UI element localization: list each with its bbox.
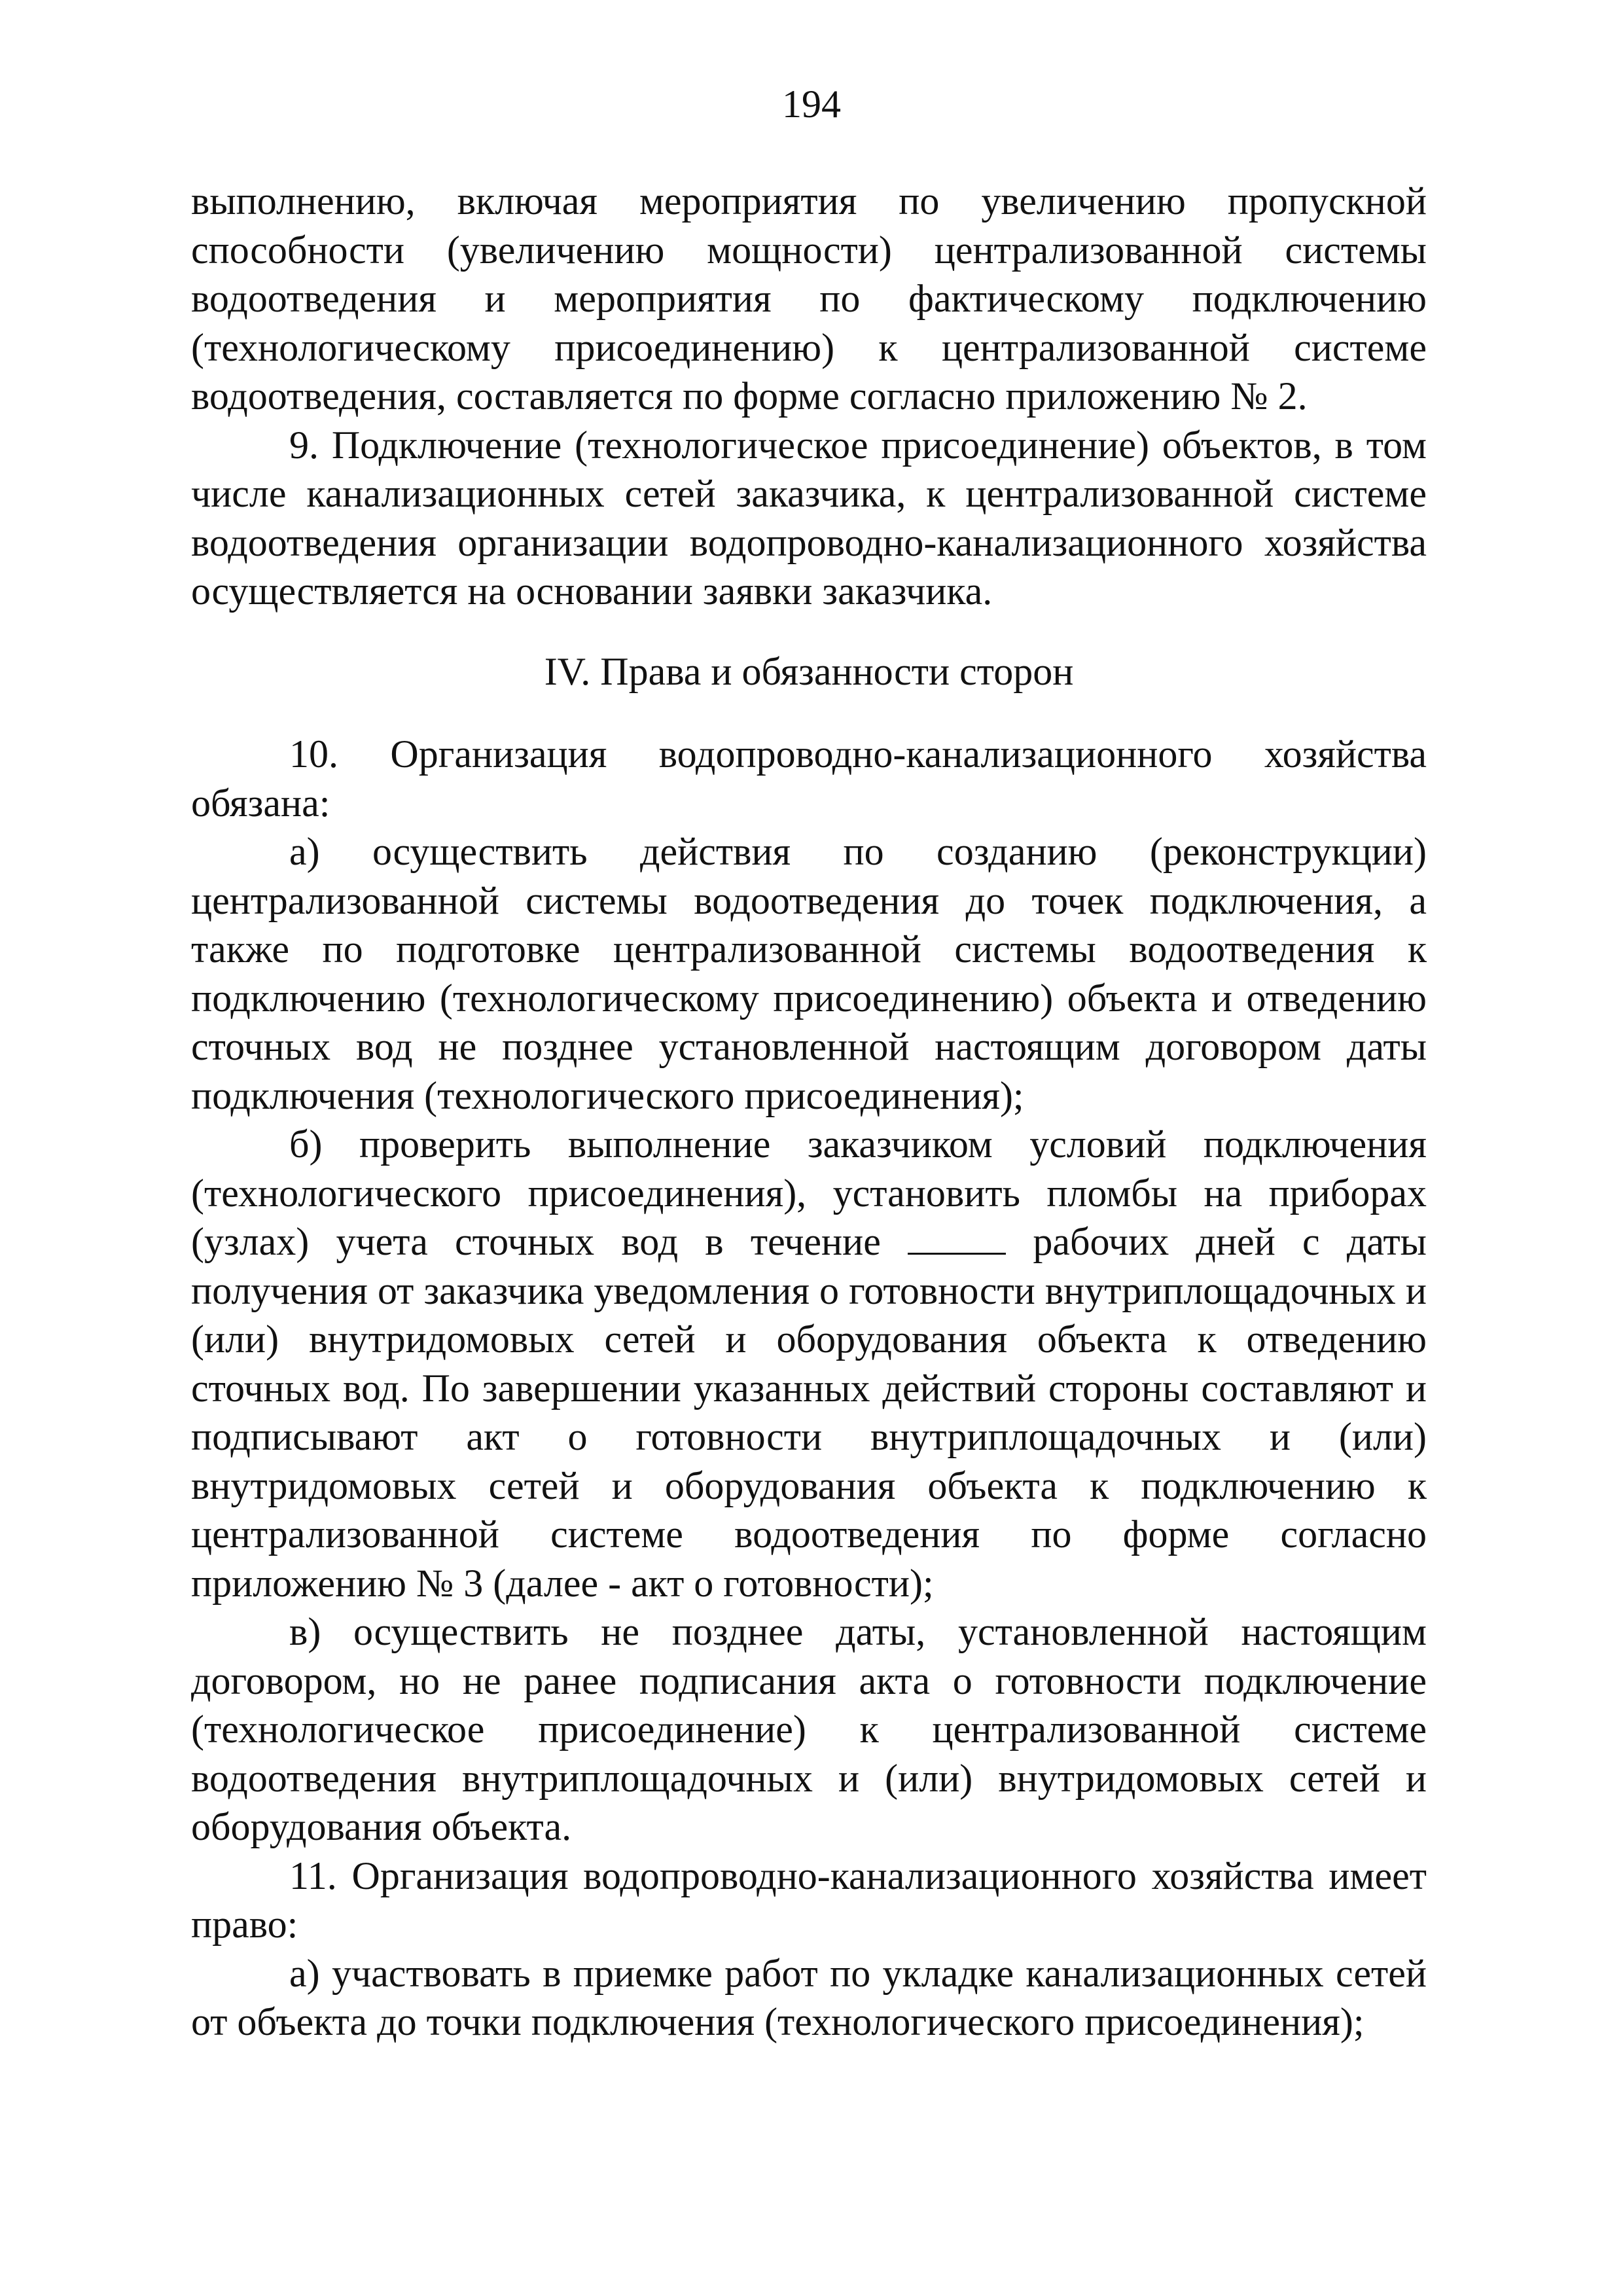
paragraph-11: 11. Организация водопроводно-канализационного хозяйства имеет право: (191, 1854, 1427, 1946)
fill-in-blank-line (908, 1217, 1006, 1255)
paragraph-11a: а) участвовать в приемке работ по укладке канализационных сетей от объекта до точки подключения (технологического присоединения); (191, 1951, 1427, 2043)
paragraph-10b-end: рабочих дней с даты получения от заказчика уведомления о готовности внутриплощадочных и (или) внутридомовых сетей и оборудования объекта к отведению сточных вод. По завершении указанных действий стороны составляют и подписывают акт о готовности внутриплощадочных и (или) внутридомовых сетей и оборудования объекта к подключению к централизованной системе водоотведения по форме согласно приложению № 3 (далее - акт о готовности); (191, 1220, 1427, 1605)
paragraph-10a: а) осуществить действия по созданию (реконструкции) централизованной системы водоотведения до точек подключения, а также по подготовке централизованной системы водоотведения к подключению (технологическому присоединению) объекта и отведению сточных вод не позднее установленной настоящим договором даты подключения (технологического присоединения); (191, 830, 1427, 1117)
paragraph-10b-start: б) проверить выполнение заказчиком условий подключения (технологического присоединения), установить пломбы на приборах (узлах) учета сточных вод в течение (191, 1122, 1427, 1263)
paragraph-continuation: выполнению, включая мероприятия по увеличению пропускной способности (увеличению мощности) централизованной системы водоотведения и мероприятия по фактическому подключению (технологическому присоединению) к централизованной системе водоотведения, составляется по форме согласно приложению № 2. (191, 179, 1427, 418)
paragraph-10: 10. Организация водопроводно-канализационного хозяйства обязана: (191, 732, 1427, 825)
paragraph-9: 9. Подключение (технологическое присоединение) объектов, в том числе канализационных сетей заказчика, к централизованной системе водоотведения организации водопроводно-канализационного хозяйства осуществляется на основании заявки заказчика. (191, 423, 1427, 613)
page-number: 194 (782, 82, 841, 126)
paragraph-10v: в) осуществить не позднее даты, установленной настоящим договором, но не ранее подписания акта о готовности подключение (технологическое присоединение) к централизованной системе водоотведения внутриплощадочных и (или) внутридомовых сетей и оборудования объекта. (191, 1610, 1427, 1848)
section-heading: IV. Права и обязанности сторон (544, 649, 1074, 693)
paragraph-10b (191, 1120, 1427, 1607)
document-body (191, 177, 1427, 2047)
